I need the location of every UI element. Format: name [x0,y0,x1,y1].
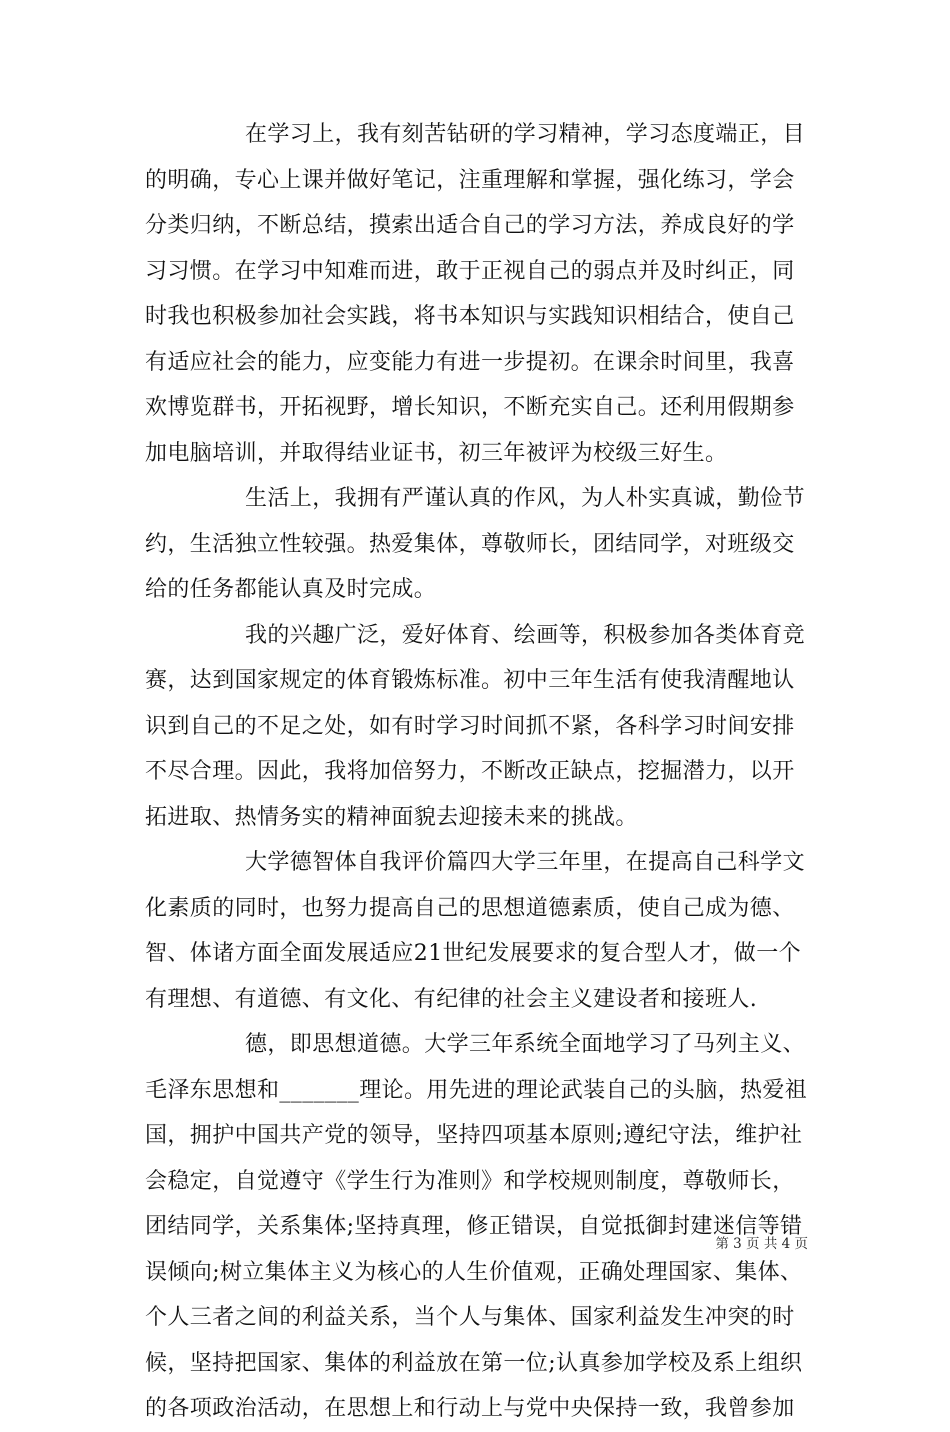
paragraph-line: 拓进取、热情务实的精神面貌去迎接未来的挑战。 [145,804,638,830]
paragraph-line: 的各项政治活动，在思想上和行动上与党中央保持一致，我曾参加 [145,1396,795,1421]
paragraph-line: 团结同学，关系集体;坚持真理，修正错误，自觉抵御封建迷信等错 [145,1214,803,1239]
paragraph-line: 会稳定，自觉遵守《学生行为准则》和学校规则制度，尊敬师长， [145,1168,795,1194]
paragraph-line: 有适应社会的能力，应变能力有进一步提初。在课余时间里，我喜 [145,349,795,375]
paragraph-line: 在学习上，我有刻苦钻研的学习精神，学习态度端正，目 [245,122,806,147]
paragraph-line: 不尽合理。因此，我将加倍努力，不断改正缺点，挖掘潜力，以开 [145,759,795,784]
paragraph-line: 误倾向;树立集体主义为核心的人生价值观，正确处理国家、集体、 [145,1259,803,1285]
paragraph-line: 生活上，我拥有严谨认真的作风，为人朴实真诚，勤俭节 [245,486,806,511]
paragraph-line: 约，生活独立性较强。热爱集体，尊敬师长，团结同学，对班级交 [145,531,795,557]
paragraph-line: 候，坚持把国家、集体的利益放在第一位;认真参加学校及系上组织 [145,1350,803,1376]
paragraph-line: 化素质的同时，也努力提高自己的思想道德素质，使自己成为德、 [145,895,795,921]
paragraph-line: 毛泽东思想和_______理论。用先进的理论武装自己的头脑，热爱祖 [145,1077,808,1103]
paragraph-line: 个人三者之间的利益关系，当个人与集体、国家利益发生冲突的时 [145,1305,795,1330]
paragraph-line: 的明确，专心上课并做好笔记，注重理解和掌握，强化练习，学会 [145,167,795,193]
paragraph-line: 大学德智体自我评价篇四大学三年里，在提高自己科学文 [245,850,806,875]
paragraph-line: 赛，达到国家规定的体育锻炼标准。初中三年生活有使我清醒地认 [145,668,795,693]
paragraph-line: 识到自己的不足之处，如有时学习时间抓不紧，各科学习时间安排 [145,713,795,739]
paragraph-line: 习习惯。在学习中知难而进，敢于正视自己的弱点并及时纠正，同 [145,258,795,284]
paragraph-line: 德，即思想道德。大学三年系统全面地学习了马列主义、 [245,1032,806,1057]
paragraph-line: 我的兴趣广泛，爱好体育、绘画等，积极参加各类体育竞 [245,622,806,648]
paragraph-line: 国，拥护中国共产党的领导，坚持四项基本原则;遵纪守法，维护社 [145,1123,803,1148]
paragraph-line: 时我也积极参加社会实践，将书本知识与实践知识相结合，使自己 [145,304,795,329]
page-number: 第 3 页 共 4 页 [715,1236,808,1252]
paragraph-line: 分类归纳，不断总结，摸索出适合自己的学习方法，养成良好的学 [145,213,795,238]
paragraph-line: 有理想、有道德、有文化、有纪律的社会主义建设者和接班人. [145,986,758,1012]
paragraph-line: 欢博览群书，开拓视野，增长知识，不断充实自己。还利用假期参 [145,395,795,420]
paragraph-line: 智、体诸方面全面发展适应21世纪发展要求的复合型人才，做一个 [145,941,801,966]
paragraph-line: 加电脑培训，并取得结业证书，初三年被评为校级三好生。 [145,440,728,466]
paragraph-line: 给的任务都能认真及时完成。 [145,577,437,602]
